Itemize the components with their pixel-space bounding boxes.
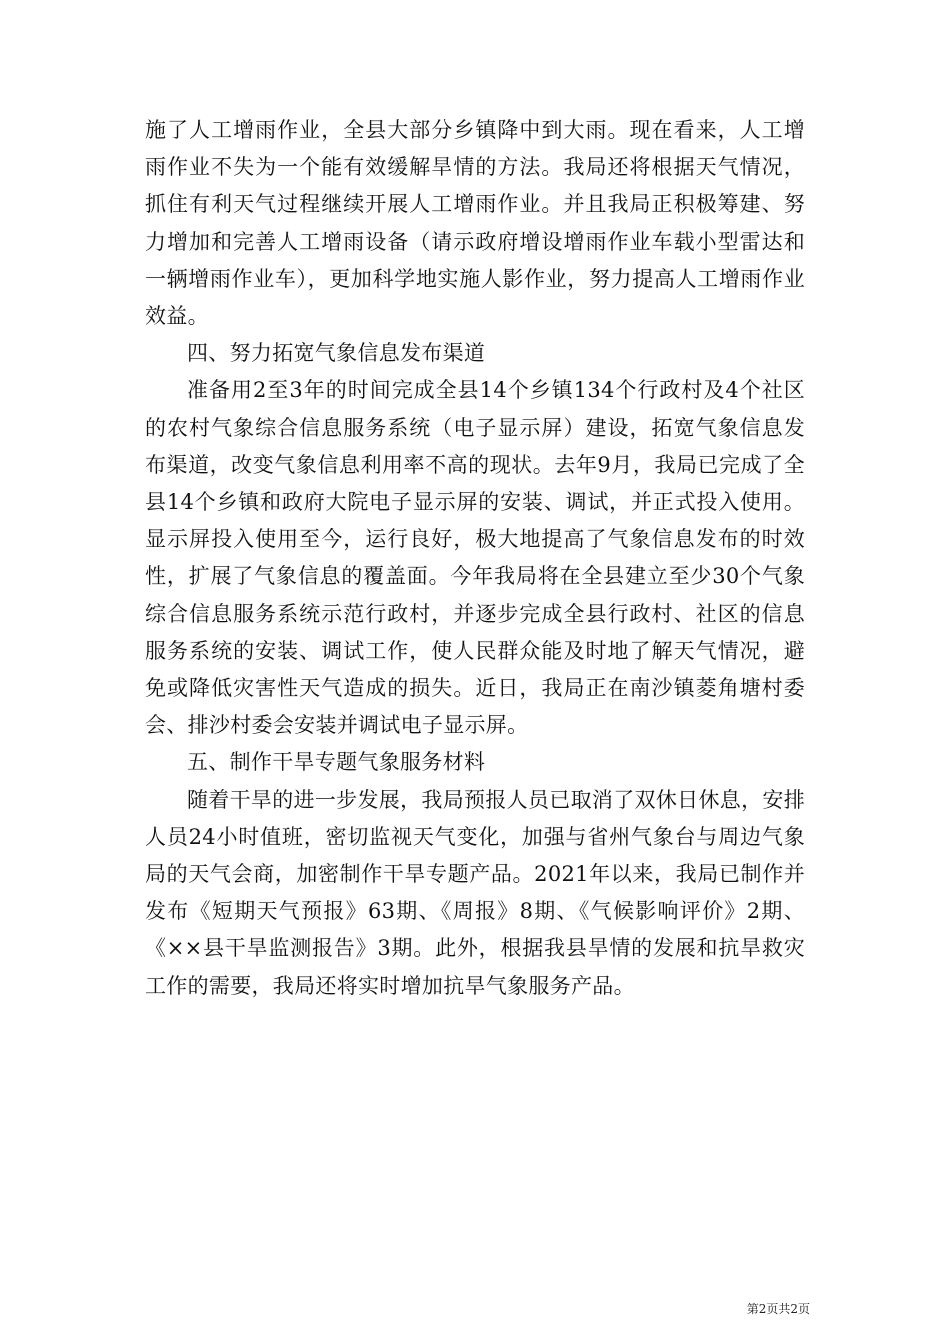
paragraph-section-5: 随着干旱的进一步发展，我局预报人员已取消了双休日休息，安排人员24小时值班，密切监视天气变化，加强与省州气象台与周边气象局的天气会商，加密制作干旱专题产品。2021年以来，我局已制作并发布《短期天气预报》63期、《周报》8期、《气候影响评价》2期、《××县干旱监测报告》3期。此外，根据我县旱情的发展和抗旱救灾工作的需要，我局还将实时增加抗旱气象服务产品。 [145, 787, 805, 998]
section-heading-5: 五、制作干旱专题气象服务材料 [187, 750, 486, 775]
document-body [145, 112, 805, 1005]
page-number-footer: 第2页共2页 [746, 1302, 810, 1316]
paragraph-continued: 施了人工增雨作业，全县大部分乡镇降中到大雨。现在看来，人工增雨作业不失为一个能有效缓解旱情的方法。我局还将根据天气情况，抓住有利天气过程继续开展人工增雨作业。并且我局正积极筹建、努力增加和完善人工增雨设备（请示政府增设增雨作业车载小型雷达和一辆增雨作业车），更加科学地实施人影作业，努力提高人工增雨作业效益。 [145, 118, 805, 329]
section-heading-4: 四、努力拓宽气象信息发布渠道 [187, 341, 486, 366]
paragraph-section-4: 准备用2至3年的时间完成全县14个乡镇134个行政村及4个社区的农村气象综合信息服务系统（电子显示屏）建设，拓宽气象信息发布渠道，改变气象信息利用率不高的现状。去年9月，我局已完成了全县14个乡镇和政府大院电子显示屏的安装、调试，并正式投入使用。显示屏投入使用至今，运行良好，极大地提高了气象信息发布的时效性，扩展了气象信息的覆盖面。今年我局将在全县建立至少30个气象综合信息服务系统示范行政村，并逐步完成全县行政村、社区的信息服务系统的安装、调试工作，使人民群众能及时地了解天气情况，避免或降低灾害性天气造成的损失。近日，我局正在南沙镇菱角塘村委会、排沙村委会安装并调试电子显示屏。 [145, 378, 805, 738]
